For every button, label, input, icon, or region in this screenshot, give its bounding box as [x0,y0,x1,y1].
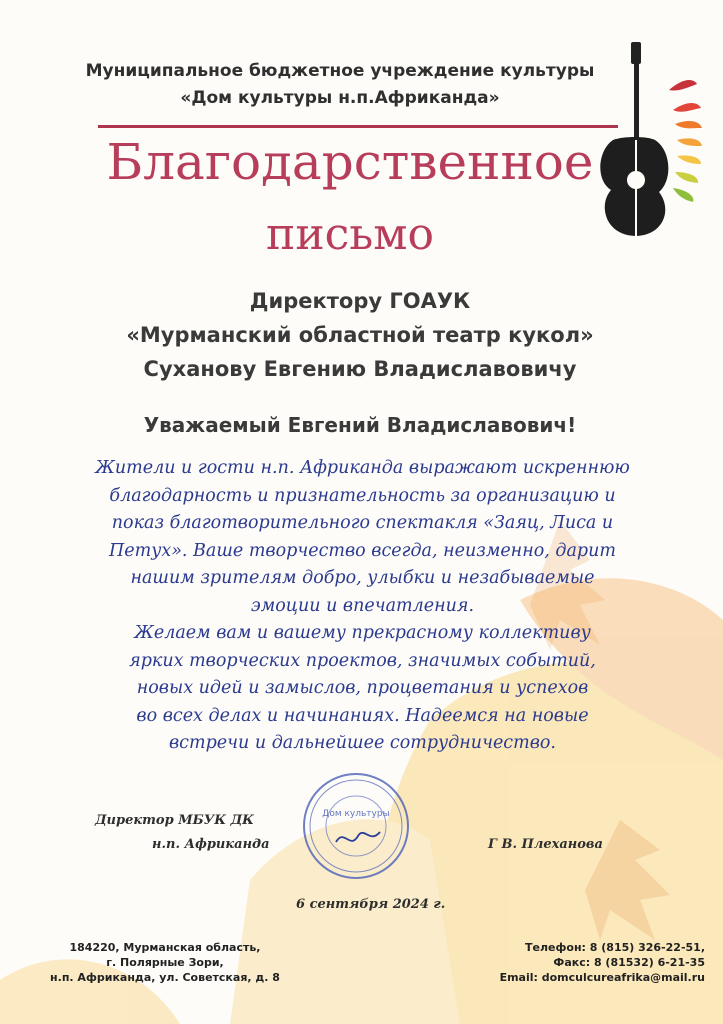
body-line: во всех делах и начинаниях. Надеемся на новые [136,705,589,726]
letter-body [30,455,695,758]
organization-line-1: Муниципальное бюджетное учреждение культуры [85,61,595,81]
footer-contacts [400,940,705,985]
contact-phone: Телефон: 8 (815) 326-22-51, [525,941,705,954]
addressee-block [40,284,680,386]
document-title-line-1: Благодарственное [106,133,594,191]
body-paragraph-1 [30,455,695,620]
round-seal-stamp [300,770,412,882]
addressee-name: Суханову Евгению Владиславовичу [143,357,577,381]
organization-line-2: «Дом культуры н.п.Африканда» [180,88,500,108]
organization-name [40,58,640,112]
handwritten-signature [336,832,380,842]
body-line: эмоции и впечатления. [250,595,475,616]
contact-fax: Факс: 8 (81532) 6-21-35 [553,956,705,969]
body-line: Петух». Ваше творчество всегда, неизменно, дарит [108,540,616,561]
addressee-position: Директору ГОАУК [249,289,471,313]
address-line-3: н.п. Африканда, ул. Советская, д. 8 [50,971,280,984]
body-line: Жители и гости н.п. Африканда выражают искреннюю [95,458,630,478]
body-paragraph-2 [30,620,695,758]
body-line: нашим зрителям добро, улыбки и незабываемые [130,568,595,588]
body-line: новых идей и замыслов, процветания и успехов [136,678,589,698]
footer-address [20,940,310,985]
body-line: Желаем вам и вашему прекрасному коллективу [134,623,591,643]
addressee-organization: «Мурманский областной театр кукол» [126,323,594,347]
header-divider [98,125,618,128]
signatory-title: Директор МБУК ДК [95,813,254,828]
greeting: Уважаемый Евгений Владиславович! [143,413,577,437]
signatory-location: н.п. Африканда [152,837,270,852]
address-line-1: 184220, Мурманская область, [69,941,261,954]
body-line: благодарность и признательность за организацию и [109,485,616,506]
document-title-line-2: письмо [266,209,434,260]
signatory-name: Г В. Плеханова [488,837,603,852]
body-line: встречи и дальнейшее сотрудничество. [169,733,556,753]
document-date: 6 сентября 2024 г. [296,897,446,912]
body-line: ярких творческих проектов, значимых событий, [129,650,596,671]
address-line-2: г. Полярные Зори, [106,956,224,969]
body-line: показ благотворительного спектакля «Заяц, Лиса и [111,513,614,533]
stamp-text: Дом культуры [322,809,390,819]
contact-email: Email: domculcureafrika@mail.ru [499,971,705,984]
